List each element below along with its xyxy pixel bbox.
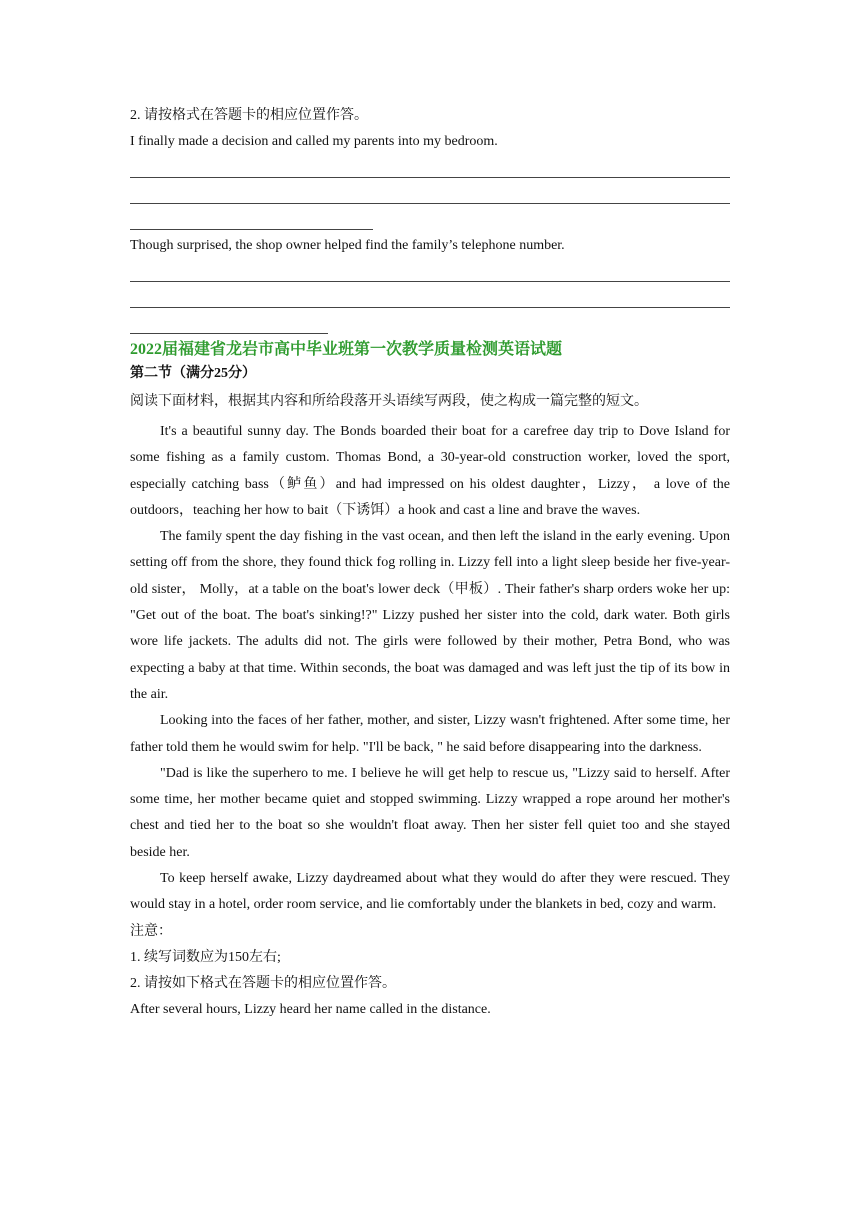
story-paragraph: Looking into the faces of her father, mother, and sister, Lizzy wasn't frightened. After some time, her father told them he would swim for help. "I'll be back, " he said before disappearing into the darkness. bbox=[130, 713, 730, 755]
section-heading: 第二节（满分25分） bbox=[130, 366, 256, 381]
answer-line bbox=[130, 311, 730, 337]
answer-line bbox=[130, 285, 730, 311]
note-label: 注意： bbox=[130, 923, 172, 939]
note-item: 2. 请按如下格式在答题卡的相应位置作答。 bbox=[130, 975, 396, 991]
answer-line bbox=[130, 207, 730, 233]
story-paragraph: To keep herself awake, Lizzy daydreamed about what they would do after they were rescued. They would stay in a hotel, order room service, and lie comfortably under the blankets in bed, cozy and warm. bbox=[130, 871, 730, 913]
answer-line bbox=[130, 155, 730, 181]
note-item: 1. 续写词数应为150左右; bbox=[130, 949, 281, 965]
answer-line bbox=[130, 181, 730, 207]
instruction-line: 2. 请按格式在答题卡的相应位置作答。 bbox=[130, 108, 368, 123]
page-content bbox=[130, 103, 730, 1023]
task-instruction: 阅读下面材料，根据其内容和所给段落开头语续写两段，使之构成一篇完整的短文。 bbox=[130, 394, 648, 409]
story-paragraph: "Dad is like the superhero to me. I believe he will get help to rescue us, "Lizzy said to herself. After some time, her mother became quiet and stopped swimming. Lizzy wrapped a rope around her mother's chest and tied her to the boat so she wouldn't float away. Then her sister fell quiet too and she stayed beside her. bbox=[130, 765, 730, 860]
story-paragraph: It's a beautiful sunny day. The Bonds boarded their boat for a carefree day trip to Dove Island for some fishing as a family custom. Thomas Bond, a 30-year-old construction worker, loved the sport, especially catching bass（鲈鱼）and had impressed on his oldest daughter，Lizzy， a love of the outdoors，teaching her how to bait（下诱饵）a hook and cast a line and brave the waves. bbox=[130, 424, 730, 518]
continuation-prompt: After several hours, Lizzy heard her name called in the distance. bbox=[130, 1001, 491, 1017]
continuation-prompt: Though surprised, the shop owner helped find the family’s telephone number. bbox=[130, 238, 565, 253]
answer-line bbox=[130, 259, 730, 285]
continuation-prompt: I finally made a decision and called my parents into my bedroom. bbox=[130, 134, 498, 149]
exam-title: 2022届福建省龙岩市高中毕业班第一次教学质量检测英语试题 bbox=[130, 341, 563, 358]
story-paragraph: The family spent the day fishing in the vast ocean, and then left the island in the early evening. Upon setting off from the shore, they found thick fog rolling in. Lizzy fell into a light sleep beside her five-year-old sister， Molly，at a table on the boat's lower deck（甲板）. Their father's sharp orders woke her up: "Get out of the boat. The boat's sinking!?" Lizzy pushed her sister into the cold, dark water. Both girls wore life jackets. The adults did not. The girls were followed by their mother, Petra Bond, who was expecting a baby at that time. Within seconds, the boat was damaged and was left just the tip of its bow in the air. bbox=[130, 529, 730, 702]
